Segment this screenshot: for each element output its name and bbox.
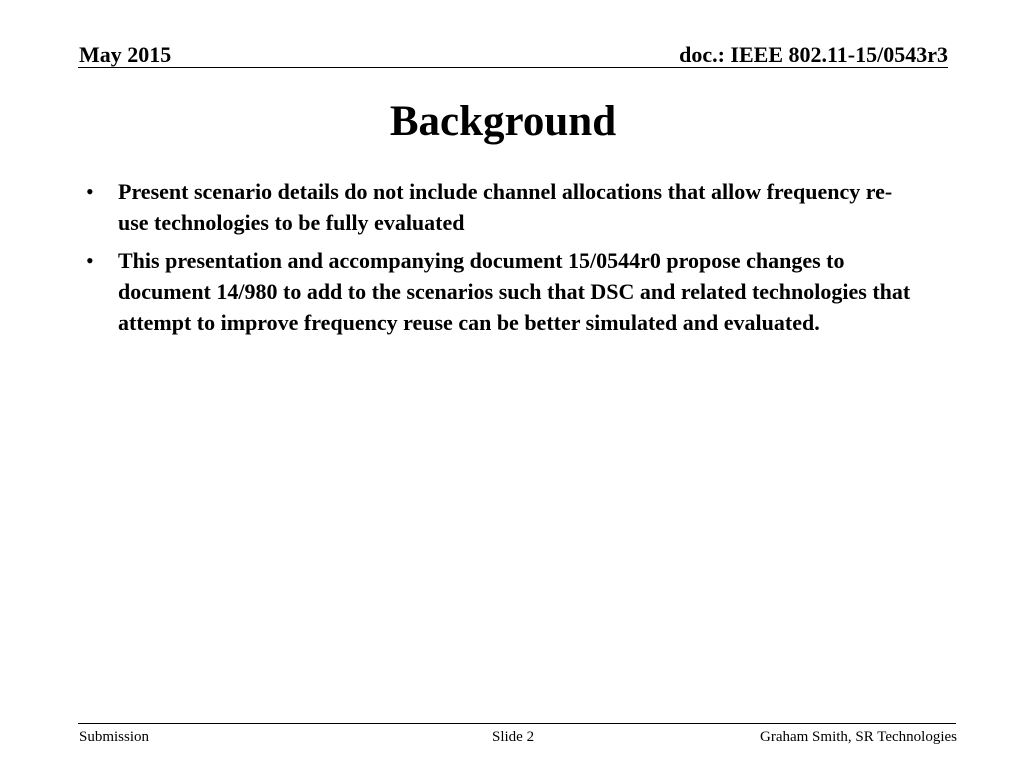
- slide-title: Background: [389, 98, 617, 145]
- header-doc-id: doc.: IEEE 802.11-15/0543r3: [679, 42, 948, 67]
- bullet-item: [80, 245, 920, 338]
- bullet-item: [80, 176, 920, 238]
- bullet-text: Present scenario details do not include channel allocations that allow frequency re-use technologies to be fully evaluated: [118, 179, 893, 235]
- footer-submission: Submission: [79, 729, 150, 745]
- footer-author: Graham Smith, SR Technologies: [760, 729, 957, 745]
- bullet-dot: •: [86, 248, 94, 273]
- footer-slide-number: Slide 2: [492, 729, 535, 745]
- bullet-dot: •: [86, 179, 94, 204]
- bullet-text: This presentation and accompanying document 15/0544r0 propose changes to document 14/980 to add to the scenarios such that DSC and related technologies that attempt to improve frequency reuse can be better simulated and evaluated.: [118, 248, 911, 335]
- footer-divider: [78, 723, 956, 724]
- bullet-list: [80, 176, 920, 345]
- header-date: May 2015: [79, 42, 172, 67]
- header-divider: [78, 67, 948, 68]
